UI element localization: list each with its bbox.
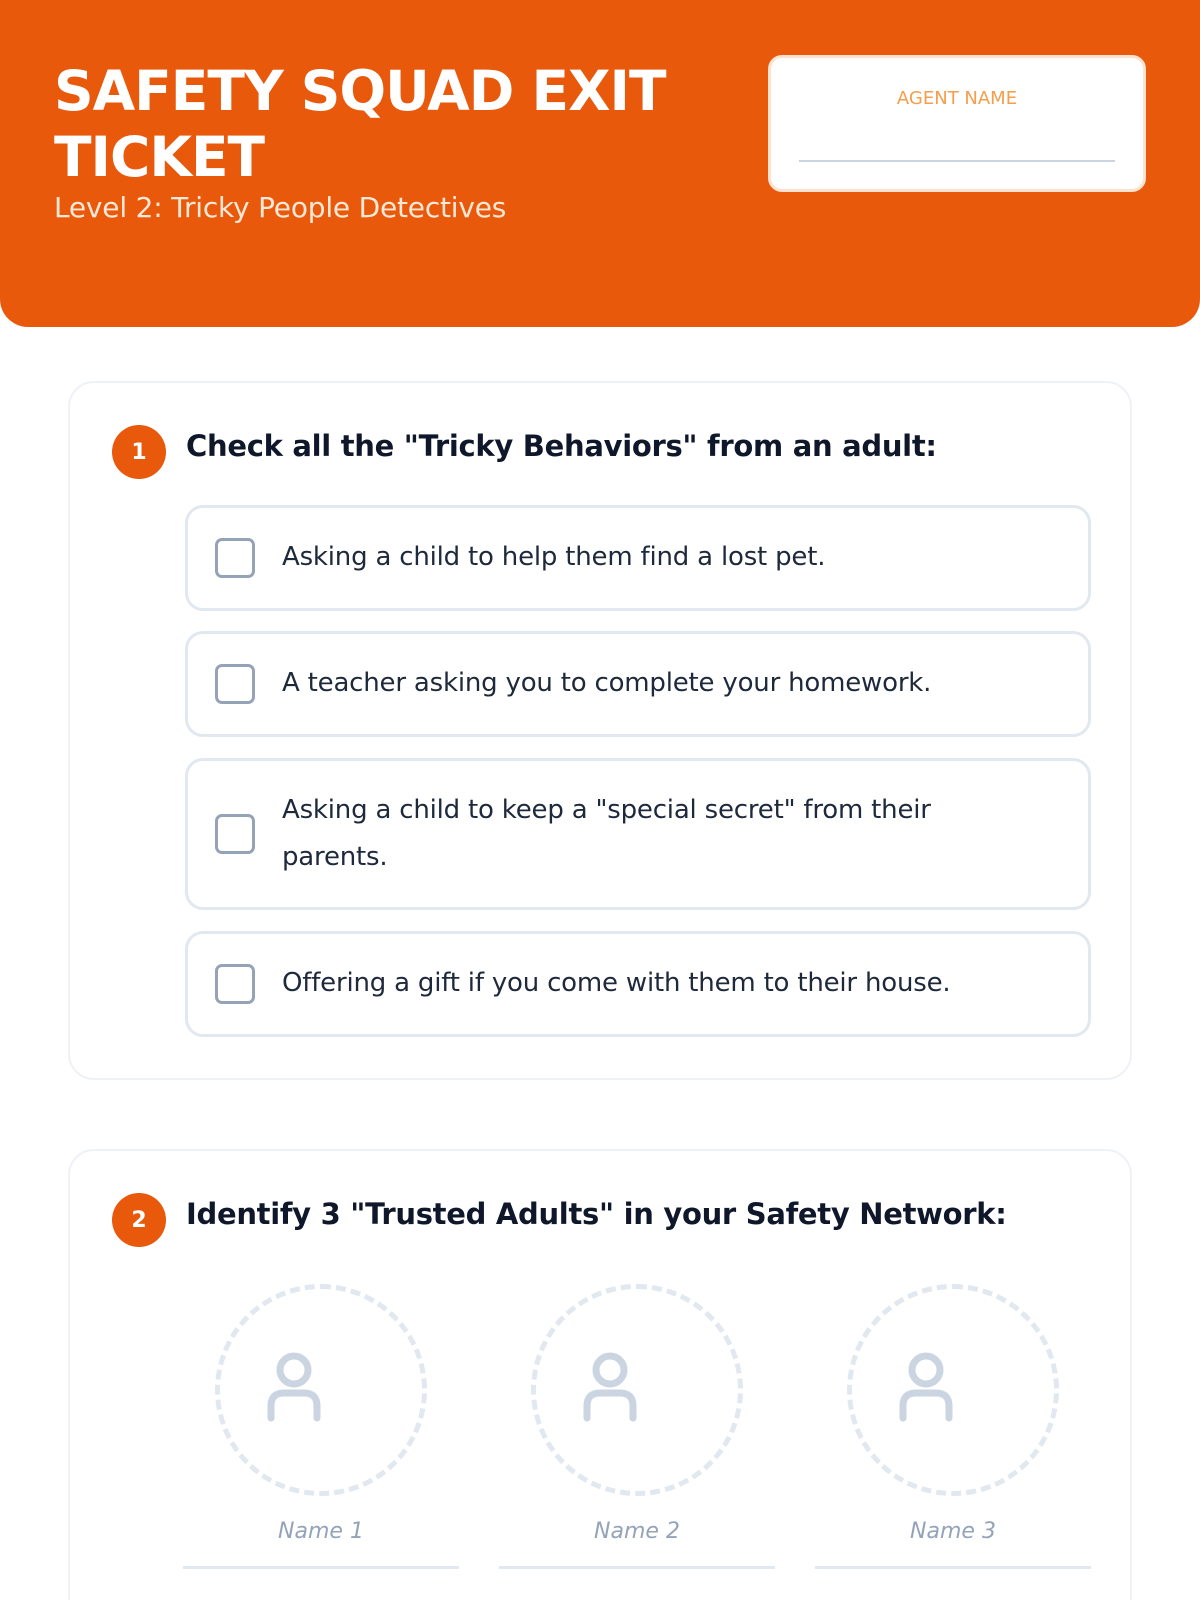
adult-name-placeholder: Name 2 [594, 1519, 680, 1544]
option-homework[interactable] [185, 631, 1091, 737]
adult-name-input-line[interactable] [183, 1566, 459, 1569]
question-2-text: Identify 3 "Trusted Adults" in your Safety Network: [186, 1197, 1007, 1231]
agent-name-label: AGENT NAME [896, 88, 1018, 109]
trusted-adult-2[interactable] [499, 1284, 775, 1584]
question-1-text: Check all the "Tricky Behaviors" from an adult: [186, 429, 937, 463]
question-number-badge: 2 [112, 1193, 166, 1247]
page-title: SAFETY SQUAD EXIT TICKET [54, 59, 666, 189]
checkbox[interactable] [215, 814, 255, 854]
option-gift[interactable] [185, 931, 1091, 1037]
header-banner [0, 0, 1200, 327]
checkbox[interactable] [215, 538, 255, 578]
question-number-badge: 1 [112, 425, 166, 479]
person-icon [580, 1350, 640, 1422]
question-card-1 [68, 381, 1132, 1080]
adult-name-placeholder: Name 1 [278, 1519, 364, 1544]
option-label: Offering a gift if you come with them to their house. [282, 968, 951, 998]
option-label: Asking a child to keep a "special secret" from their parents. [282, 795, 931, 872]
checkbox[interactable] [215, 964, 255, 1004]
checkbox[interactable] [215, 664, 255, 704]
adult-name-input-line[interactable] [815, 1566, 1091, 1569]
option-label: A teacher asking you to complete your homework. [282, 668, 932, 698]
adult-name-placeholder: Name 3 [910, 1519, 996, 1544]
agent-name-input-line[interactable] [799, 160, 1115, 162]
person-icon [264, 1350, 324, 1422]
question-card-2 [68, 1149, 1132, 1600]
person-icon [896, 1350, 956, 1422]
trusted-adult-1[interactable] [183, 1284, 459, 1584]
trusted-adult-3[interactable] [815, 1284, 1091, 1584]
page-subtitle: Level 2: Tricky People Detectives [54, 191, 507, 224]
adult-name-input-line[interactable] [499, 1566, 775, 1569]
option-lost-pet[interactable] [185, 505, 1091, 611]
option-special-secret[interactable] [185, 758, 1091, 910]
option-label: Asking a child to help them find a lost pet. [282, 542, 826, 572]
agent-name-field[interactable] [768, 55, 1146, 192]
